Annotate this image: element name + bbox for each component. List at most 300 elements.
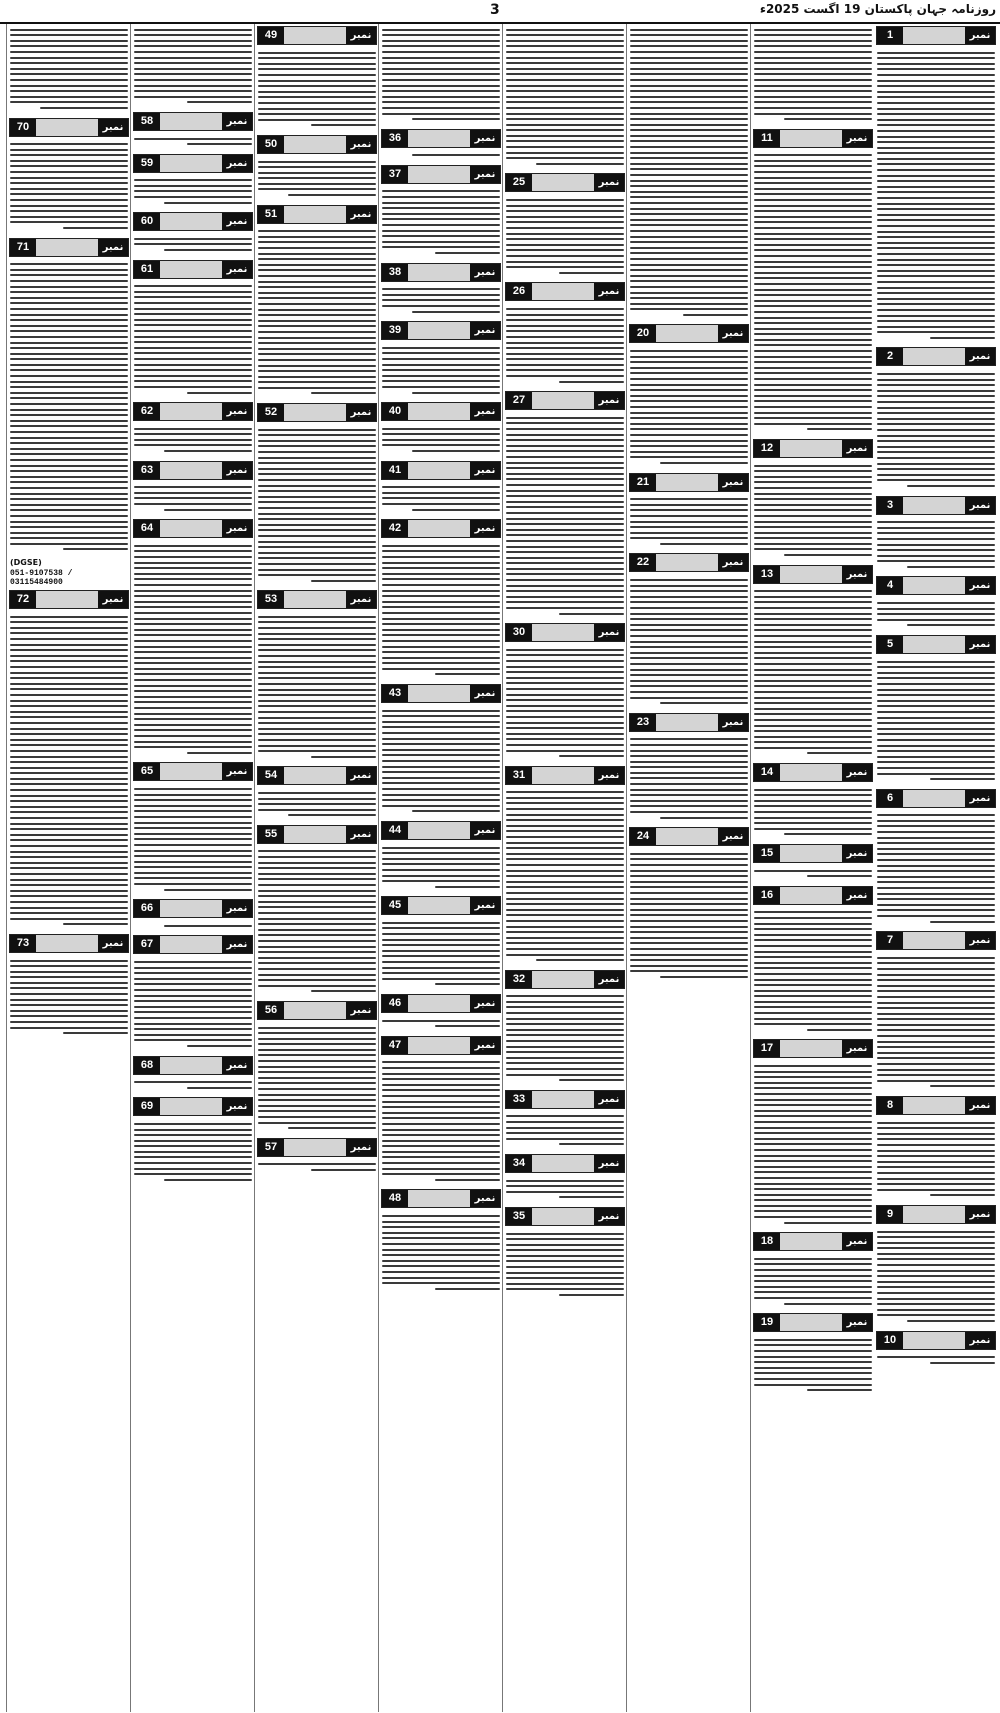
notice <box>503 173 627 280</box>
notice-label: نمبر <box>222 261 252 278</box>
text-line <box>258 1105 376 1107</box>
text-line <box>506 705 624 707</box>
notice-label: نمبر <box>718 714 748 731</box>
text-line <box>506 546 624 548</box>
text-line <box>877 985 995 987</box>
notice-number: 25 <box>506 174 532 191</box>
notice-header <box>381 129 501 148</box>
notice-text <box>505 1228 625 1303</box>
text-line <box>134 439 252 441</box>
text-line <box>877 275 995 277</box>
text-line <box>10 154 128 156</box>
text-line <box>258 166 376 168</box>
text-line <box>258 292 376 294</box>
text-line <box>382 1140 500 1142</box>
text-line <box>10 688 128 690</box>
text-line <box>134 34 252 36</box>
notice-text <box>9 611 129 932</box>
text-line <box>754 227 872 229</box>
notice-number: 36 <box>382 130 408 147</box>
notice-text <box>381 842 501 894</box>
text-line <box>630 135 748 137</box>
text-line <box>10 982 128 984</box>
text-line <box>754 713 872 715</box>
text-line <box>877 544 995 546</box>
notice <box>7 238 131 557</box>
text-line <box>877 1303 995 1305</box>
text-line <box>754 1297 872 1299</box>
text-line <box>10 297 128 299</box>
text-line <box>506 233 624 235</box>
text-line <box>10 711 128 713</box>
notice-label: نمبر <box>470 897 500 914</box>
text-line <box>930 1085 995 1087</box>
text-line <box>877 102 995 104</box>
text-line <box>754 641 872 643</box>
text-line <box>134 428 252 430</box>
text-line <box>134 352 252 354</box>
text-line <box>877 429 995 431</box>
text-line <box>258 269 376 271</box>
text-line <box>134 961 252 963</box>
text-line <box>506 364 624 366</box>
notice-text <box>381 540 501 682</box>
text-line <box>258 286 376 288</box>
text-line <box>382 782 500 784</box>
notice <box>7 934 131 1041</box>
text-line <box>754 629 872 631</box>
text-line <box>660 462 749 464</box>
notice-label: نمبر <box>470 403 500 420</box>
notice-header <box>876 26 996 45</box>
notice-number: 40 <box>382 403 408 420</box>
text-line <box>877 538 995 540</box>
text-line <box>134 40 252 42</box>
text-line <box>134 850 252 852</box>
text-line <box>412 509 501 511</box>
text-line <box>258 63 376 65</box>
notice-header <box>876 347 996 366</box>
text-line <box>258 923 376 925</box>
text-line <box>877 113 995 115</box>
text-line <box>630 79 748 81</box>
notice-header <box>133 1056 253 1075</box>
text-line <box>134 590 252 592</box>
text-line <box>134 358 252 360</box>
text-line <box>506 660 624 662</box>
text-line <box>382 618 500 620</box>
text-line <box>630 800 748 802</box>
text-line <box>877 853 995 855</box>
text-line <box>10 302 128 304</box>
text-line <box>754 261 872 263</box>
text-line <box>754 40 872 42</box>
text-line <box>134 313 252 315</box>
notice-label: نمبر <box>98 239 128 256</box>
text-line <box>258 320 376 322</box>
text-line <box>630 521 748 523</box>
text-line <box>258 440 376 442</box>
text-line <box>877 191 995 193</box>
text-line <box>754 339 872 341</box>
text-line <box>754 154 872 156</box>
text-line <box>630 613 748 615</box>
text-line <box>10 728 128 730</box>
text-line <box>10 677 128 679</box>
text-line <box>134 1000 252 1002</box>
notice-label: نمبر <box>346 136 376 153</box>
text-line <box>311 990 376 992</box>
text-line <box>10 918 128 920</box>
text-line <box>134 651 252 653</box>
notice-number: 64 <box>134 520 160 537</box>
text-line <box>506 802 624 804</box>
text-line <box>754 537 872 539</box>
text-line <box>754 1171 872 1173</box>
text-line <box>754 521 872 523</box>
text-line <box>187 1045 252 1047</box>
text-line <box>754 1286 872 1288</box>
text-line <box>630 236 748 238</box>
notice-text <box>381 482 501 518</box>
text-line <box>258 934 376 936</box>
text-line <box>630 96 748 98</box>
notice-text <box>257 1022 377 1136</box>
notice-header <box>505 970 625 989</box>
text-line <box>630 101 748 103</box>
text-line <box>877 1183 995 1185</box>
notice-number: 38 <box>382 264 408 281</box>
text-line <box>10 85 128 87</box>
text-line <box>630 669 748 671</box>
text-line <box>506 445 624 447</box>
notice-label: نمبر <box>222 1098 252 1115</box>
text-line <box>258 52 376 54</box>
text-line <box>877 756 995 758</box>
text-line <box>506 450 624 452</box>
text-line <box>258 102 376 104</box>
text-line <box>10 890 128 892</box>
text-line <box>10 976 128 978</box>
text-line <box>258 353 376 355</box>
text-line <box>754 266 872 268</box>
text-line <box>506 325 624 327</box>
text-line <box>134 827 252 829</box>
text-line <box>877 717 995 719</box>
text-line <box>506 518 624 520</box>
text-line <box>506 495 624 497</box>
notice-text <box>753 784 873 842</box>
notice-number: 53 <box>258 591 284 608</box>
text-line <box>258 434 376 436</box>
text-line <box>630 738 748 740</box>
text-line <box>506 79 624 81</box>
notice-header <box>257 205 377 224</box>
text-line <box>258 337 376 339</box>
text-line <box>754 1065 872 1067</box>
text-line <box>382 230 500 232</box>
text-line <box>506 118 624 120</box>
text-line <box>10 644 128 646</box>
text-line <box>382 562 500 564</box>
text-line <box>10 912 128 914</box>
text-line <box>134 57 252 59</box>
text-line <box>877 974 995 976</box>
text-line <box>506 501 624 503</box>
text-line <box>10 537 128 539</box>
text-line <box>754 216 872 218</box>
notice-text <box>257 156 377 203</box>
text-line <box>754 789 872 791</box>
text-line <box>506 238 624 240</box>
text-line <box>10 45 128 47</box>
notice-label: نمبر <box>470 130 500 147</box>
text-line <box>10 1021 128 1023</box>
text-line <box>754 811 872 813</box>
text-line <box>10 839 128 841</box>
text-line <box>630 208 748 210</box>
text-line <box>877 1052 995 1054</box>
text-line <box>877 423 995 425</box>
text-line <box>10 666 128 668</box>
text-line <box>506 221 624 223</box>
text-line <box>877 309 995 311</box>
text-line <box>311 124 376 126</box>
text-line <box>754 1160 872 1162</box>
text-line <box>877 326 995 328</box>
text-line <box>10 828 128 830</box>
text-line <box>134 685 252 687</box>
text-line <box>506 1046 624 1048</box>
text-line <box>877 1122 995 1124</box>
text-line <box>382 1073 500 1075</box>
notice-header <box>505 282 625 301</box>
text-line <box>877 602 995 604</box>
text-line <box>877 175 995 177</box>
text-line <box>877 909 995 911</box>
text-line <box>754 493 872 495</box>
text-line <box>506 467 624 469</box>
text-line <box>630 691 748 693</box>
text-line <box>258 1071 376 1073</box>
text-line <box>382 1106 500 1108</box>
text-line <box>382 955 500 957</box>
text-line <box>134 822 252 824</box>
text-line <box>412 392 501 394</box>
text-line <box>754 277 872 279</box>
text-line <box>134 341 252 343</box>
text-line <box>630 275 748 277</box>
notice-number: 11 <box>754 130 780 147</box>
text-line <box>559 1079 624 1081</box>
text-line <box>258 546 376 548</box>
text-line <box>10 862 128 864</box>
text-line <box>506 573 624 575</box>
notice-label: نمبر <box>470 995 500 1012</box>
text-line <box>382 45 500 47</box>
text-line <box>382 96 500 98</box>
text-line <box>382 863 500 865</box>
text-line <box>506 428 624 430</box>
notice <box>503 970 627 1088</box>
text-line <box>134 995 252 997</box>
text-line <box>506 205 624 207</box>
text-line <box>630 258 748 260</box>
text-line <box>382 364 500 366</box>
text-line <box>506 244 624 246</box>
text-line <box>630 213 748 215</box>
notice-text <box>753 865 873 884</box>
notice-header <box>381 402 501 421</box>
text-line <box>10 459 128 461</box>
text-line <box>630 624 748 626</box>
text-line <box>754 378 872 380</box>
notice-text <box>505 303 625 389</box>
text-line <box>506 1266 624 1268</box>
text-line <box>258 867 376 869</box>
text-line <box>258 359 376 361</box>
text-line <box>10 895 128 897</box>
notice-number: 5 <box>877 636 903 653</box>
text-line <box>754 741 872 743</box>
text-line <box>10 34 128 36</box>
text-line <box>630 590 748 592</box>
text-line <box>630 914 748 916</box>
text-line <box>258 633 376 635</box>
text-line <box>877 407 995 409</box>
text-line <box>877 1035 995 1037</box>
text-line <box>754 730 872 732</box>
text-line <box>382 799 500 801</box>
notice-header <box>753 844 873 863</box>
text-line <box>10 621 128 623</box>
text-line <box>258 485 376 487</box>
text-line <box>10 761 128 763</box>
notice-number: 35 <box>506 1208 532 1225</box>
text-line <box>630 146 748 148</box>
notice-header <box>133 461 253 480</box>
text-line <box>311 1169 376 1171</box>
text-line <box>10 521 128 523</box>
text-line <box>630 180 748 182</box>
notice-label: نمبر <box>222 213 252 230</box>
notice-number: 10 <box>877 1332 903 1349</box>
text-line <box>630 750 748 752</box>
text-line <box>630 744 748 746</box>
text-line <box>630 367 748 369</box>
text-line <box>877 479 995 481</box>
text-line <box>630 428 748 430</box>
notice-label: نمبر <box>842 440 872 457</box>
text-line <box>536 959 625 961</box>
notice <box>874 1331 998 1371</box>
text-line <box>506 909 624 911</box>
text-line <box>10 171 128 173</box>
notice-text <box>505 1175 625 1205</box>
text-line <box>258 1099 376 1101</box>
text-line <box>630 400 748 402</box>
text-line <box>754 1166 872 1168</box>
notice-number: 48 <box>382 1190 408 1207</box>
text-line <box>754 736 872 738</box>
text-line <box>382 612 500 614</box>
notice-header <box>133 112 253 131</box>
text-line <box>754 1082 872 1084</box>
text-line <box>506 462 624 464</box>
notice-text <box>629 574 749 710</box>
text-line <box>382 1117 500 1119</box>
text-line <box>382 777 500 779</box>
text-line <box>877 186 995 188</box>
text-line <box>382 584 500 586</box>
text-line <box>630 230 748 232</box>
text-line <box>134 866 252 868</box>
text-line <box>630 378 748 380</box>
text-line <box>506 216 624 218</box>
text-line <box>382 1173 500 1175</box>
notice <box>627 713 751 826</box>
text-line <box>134 788 252 790</box>
text-line <box>10 509 128 511</box>
text-line <box>877 52 995 54</box>
notice-number: 41 <box>382 462 408 479</box>
text-line <box>877 521 995 523</box>
text-line <box>877 379 995 381</box>
notice-text <box>876 368 996 493</box>
notice <box>255 825 379 999</box>
notice-header <box>505 623 625 642</box>
text-line <box>382 294 500 296</box>
text-line <box>10 1010 128 1012</box>
text-line <box>754 389 872 391</box>
text-line <box>10 62 128 64</box>
text-line <box>382 218 500 220</box>
text-line <box>630 224 748 226</box>
text-line <box>754 652 872 654</box>
text-line <box>506 68 624 70</box>
text-line <box>506 146 624 148</box>
text-line <box>134 735 252 737</box>
notice <box>379 1189 503 1296</box>
notice-header <box>629 324 749 343</box>
text-line <box>754 487 872 489</box>
text-line <box>10 616 128 618</box>
text-line <box>754 199 872 201</box>
text-line <box>258 895 376 897</box>
text-line <box>10 481 128 483</box>
text-line <box>10 971 128 973</box>
text-line <box>382 369 500 371</box>
text-line <box>382 213 500 215</box>
text-line <box>877 825 995 827</box>
text-line <box>258 906 376 908</box>
notice <box>874 576 998 633</box>
notice-label: نمبر <box>470 264 500 281</box>
text-line <box>382 629 500 631</box>
text-line <box>877 865 995 867</box>
text-line <box>506 1260 624 1262</box>
text-line <box>258 901 376 903</box>
text-line <box>506 1051 624 1053</box>
notice-number: 4 <box>877 577 903 594</box>
text-line <box>754 384 872 386</box>
text-line <box>10 683 128 685</box>
text-line <box>877 1138 995 1140</box>
text-line <box>506 1068 624 1070</box>
text-line <box>258 946 376 948</box>
text-line <box>382 79 500 81</box>
text-line <box>754 697 872 699</box>
